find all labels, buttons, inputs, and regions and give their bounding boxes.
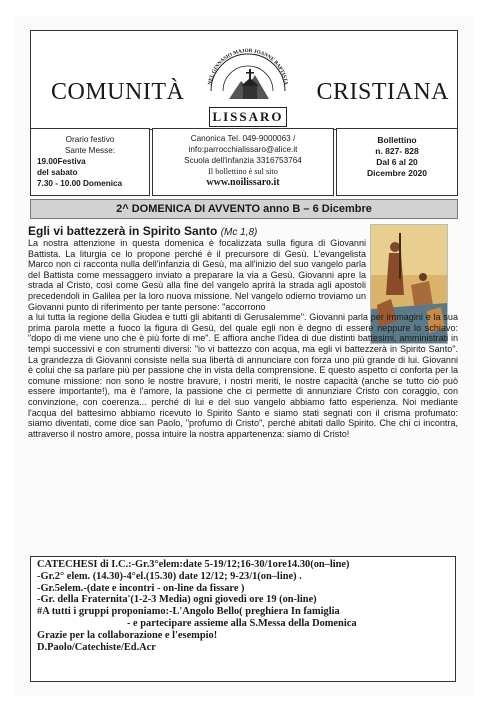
logo-word: LISSARO [209,107,287,127]
catechesis-line: -Gr. della Fraternita'(1-2-3 Media) ogni giovedì ore 19 (on-line) [37,594,317,606]
article-body [28,238,458,439]
article-paragraph-part: a lui tutta la regione della Giudea e tutti gli abitanti di Gerusalemme". Giovanni parla per immagini e la sua prima parola mette a fuoco la figura di Gesù, del quale egli non è degno di essere neppure lo schiavo: "dopo di me viene uno che è più forte di me". E affiora anche l'idea di due distinti battesimi, amministrati in tempi successivi e con strumenti diversi: "io vi battezzo con acqua, ma egli vi battezzerà in Spirito Santo". La grandezza di Giovanni consiste nella sua libertà di annunciare con forza uno più grande di lui. Giovanni è colui che sa parlare più per passione che in vista della comprensione. E questo aspetto ci conforta per la comune missione: non sono le nostre bravure, i nostri meriti, le nostre capacità (anche se tutto ciò può essere importante!), ma è l'amore, la passione che ci permette di annunziare Cristo con coraggio, con convinzione, con coerenza... perché di lui e del suo vangelo abbiamo fatto esperienza. Noi mediante l'acqua del battesimo abbiamo ricevuto lo Spirito Santo e siamo stati segnati con il crisma profumato: siamo diventati, come dice san Paolo, "profumo di Cristo", perché abitati dallo Spirito. Che chi ci incontra, attraverso il nostro amore, possa intuire la nostra appartenenza: siamo di Cristo! [28,312,458,439]
catechesis-line: -Gr.2° elem. (14.30)-4°el.(15.30) date 12/12; 9-23/1(on–line) . [37,570,302,582]
article-paragraph [28,238,458,439]
contact-line: Il bollettino è sul sito [208,167,278,176]
catechesis-line: CATECHESI di I.C.:-Gr.3°elem:date 5-19/12;16-30/1ore14.30(on–line) [37,559,350,570]
bulletin-date: Dicembre 2020 [366,168,427,178]
sunday-banner: 2^ DOMENICA DI AVVENTO anno B – 6 Dicembre [30,199,458,219]
bulletin-info-box [336,128,458,196]
schedule-line: 19.00Festiva [37,157,86,166]
article-title-text: Egli vi battezzerà in Spirito Santo [28,224,218,238]
article-paragraph-part: La nostra attenzione in questa domenica è focalizzata sulla figura di Giovanni Battista. La liturgia ce lo propone perché è il precursore di Gesù. L'evangelista Marco non ci racconta nulla dell'infanzia di Gesù, ma all'inizio del suo vangelo parla del Battista come messaggero inviato a preparare la via a Gesù. Giovanni apre la strada al Cristo, così come Gesù alla fine del vangelo aprirà la strada agli apostoli precedendoli in Galilea per la loro nuova missione. Nel vangelo odierno troviamo un Giovanni punto di riferimento per tante persone: "accorrono [28,238,366,312]
catechesis-line: Grazie per la collaborazione e l'esempio! [37,629,218,641]
article-reference: (Mc 1,8) [220,227,258,238]
contact-line: Canonica Tel. 049-9000063 / [190,134,296,143]
contact-box [152,128,334,196]
bulletin-page [14,16,474,696]
contact-line: Scuola dell'infanzia 3316753764 [184,156,302,165]
bulletin-line: Bollettino [377,135,417,145]
masthead-title-right: CRISTIANA [316,79,449,105]
schedule-line: 7.30 - 10.00 Domenica [37,179,123,188]
logo-arc-text: NEL GINNASIO MAJOR JOANNE BAPTISTA [207,47,289,86]
bulletin-number: n. 827- 828 [375,146,419,156]
masthead [30,30,458,130]
article-title [28,224,257,238]
catechesis-line: - e partecipare assieme alla S.Messa della Domenica [127,617,357,629]
catechesis-box [30,556,456,682]
bulletin-line: Dal 6 al 20 [376,157,418,167]
contact-email: info:parrocchialissaro@alice.it [188,145,298,154]
schedule-line: Orario festivo [65,135,115,144]
catechesis-line: -Gr.5elem.-(date e incontri - on-line da fissare ) [37,582,245,594]
schedule-line: del sabato [37,168,78,177]
catechesis-line: #A tutti i gruppi proponiamo:-L'Angolo Bello( preghiera In famiglia [37,606,340,618]
mass-schedule-box [30,128,150,196]
website-link[interactable]: www.noilissaro.it [206,177,280,188]
schedule-line: Sante Messe: [64,146,116,155]
masthead-title-left: COMUNITÀ [51,79,185,105]
catechesis-signature: D.Paolo/Catechiste/Ed.Acr [37,641,156,653]
